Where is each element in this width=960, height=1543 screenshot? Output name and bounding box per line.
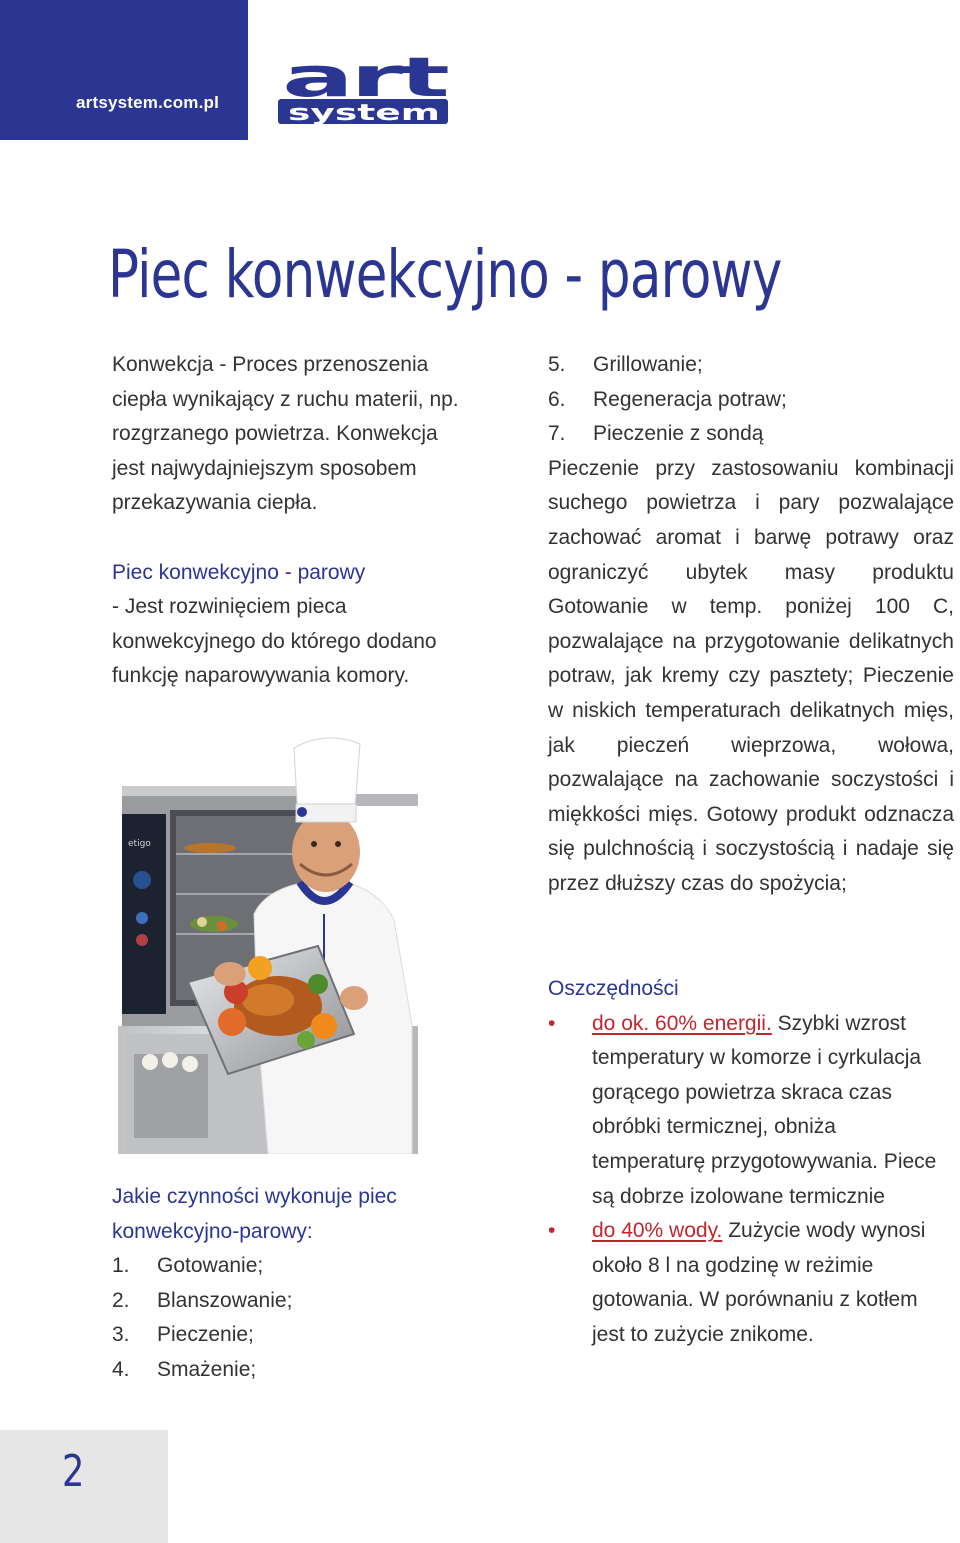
- savings-list: [548, 1007, 954, 1353]
- oven-line: funkcję naparowywania komory.: [112, 664, 410, 688]
- definition-line: rozgrzanego powietrza. Konwekcja: [112, 422, 438, 446]
- list-item: 1. Gotowanie;: [112, 1254, 264, 1278]
- list-item: 7. Pieczenie z sondą: [548, 422, 764, 446]
- activity-description: Pieczenie przy zastosowaniu kombinacji suchego powietrza i pary pozwalające zachować aromat i barwę potrawy oraz ograniczyć ubytek masy produktu Gotowanie w temp. poniżej 100 C, pozwalające na przygotowanie delikatnych potraw, jak kremy czy pasztety; Pieczenie w niskich temperaturach delikatnych mięs, jak pieczeń wieprzowa, wołowa, pozwalające na zachowanie soczystości i miękkości mięs. Gotowy produkt odznacza się pulchnością i soczystością i nadaje się przez dłuższy czas do spożycia;: [548, 456, 954, 895]
- list-item: 5. Grillowanie;: [548, 353, 703, 376]
- list-item: • do 40% wody. Zużycie wody wynosi około 8 l na godzinę w reżimie gotowania. W porównaniu z kotłem jest to zużycie znikome.: [548, 1214, 954, 1352]
- list-item: 2. Blanszowanie;: [112, 1288, 293, 1312]
- energy-highlight: do ok. 60% energii.: [592, 1011, 772, 1035]
- page-title: Piec konwekcyjno - parowy: [108, 236, 782, 313]
- oven-heading: Piec konwekcyjno - parowy: [112, 560, 366, 584]
- chef-with-roast-photo: [118, 734, 418, 1154]
- header-bar: [0, 0, 248, 140]
- list-item: 4. Smażenie;: [112, 1357, 257, 1381]
- activities-list-continued: [548, 348, 954, 452]
- list-item: • do ok. 60% energii. Szybki wzrost temperatury w komorze i cyrkulacja gorącego powietrza skraca czas obróbki termicznej, obniża temperaturę przygotowywania. Piece są dobrze izolowane termicznie: [548, 1007, 954, 1215]
- activities-heading-line2: konwekcyjno-parowy:: [112, 1219, 313, 1243]
- art-system-logo: [278, 50, 450, 124]
- definition-line: jest najwydajniejszym sposobem: [112, 456, 417, 480]
- activities-heading: Jakie czynności wykonuje piec: [112, 1185, 397, 1208]
- page-number: 2: [62, 1446, 85, 1497]
- oven-line: - Jest rozwinięciem pieca: [112, 595, 347, 619]
- activities-list: [112, 1249, 492, 1387]
- list-item: 6. Regeneracja potraw;: [548, 387, 787, 411]
- activities-continued: [548, 348, 954, 902]
- savings-heading: Oszczędności: [548, 977, 679, 1000]
- definition-line: przekazywania ciepła.: [112, 491, 318, 515]
- definition-line: ciepła wynikający z ruchu materii, np.: [112, 387, 459, 411]
- intro-section: [112, 348, 492, 694]
- savings-section: [548, 972, 954, 1353]
- definition-line: Konwekcja - Proces przenoszenia: [112, 353, 429, 376]
- bullet-icon: •: [548, 1011, 556, 1035]
- oven-line: konwekcyjnego do którego dodano: [112, 629, 437, 653]
- svg-text:art: art: [282, 50, 449, 109]
- svg-text:system: system: [288, 101, 440, 124]
- svg-text:etigo: etigo: [128, 839, 151, 849]
- site-url[interactable]: artsystem.com.pl: [76, 93, 220, 112]
- activities-section: [112, 1180, 492, 1388]
- list-item: 3. Pieczenie;: [112, 1323, 254, 1347]
- water-highlight: do 40% wody.: [592, 1219, 723, 1243]
- bullet-icon: •: [548, 1219, 556, 1243]
